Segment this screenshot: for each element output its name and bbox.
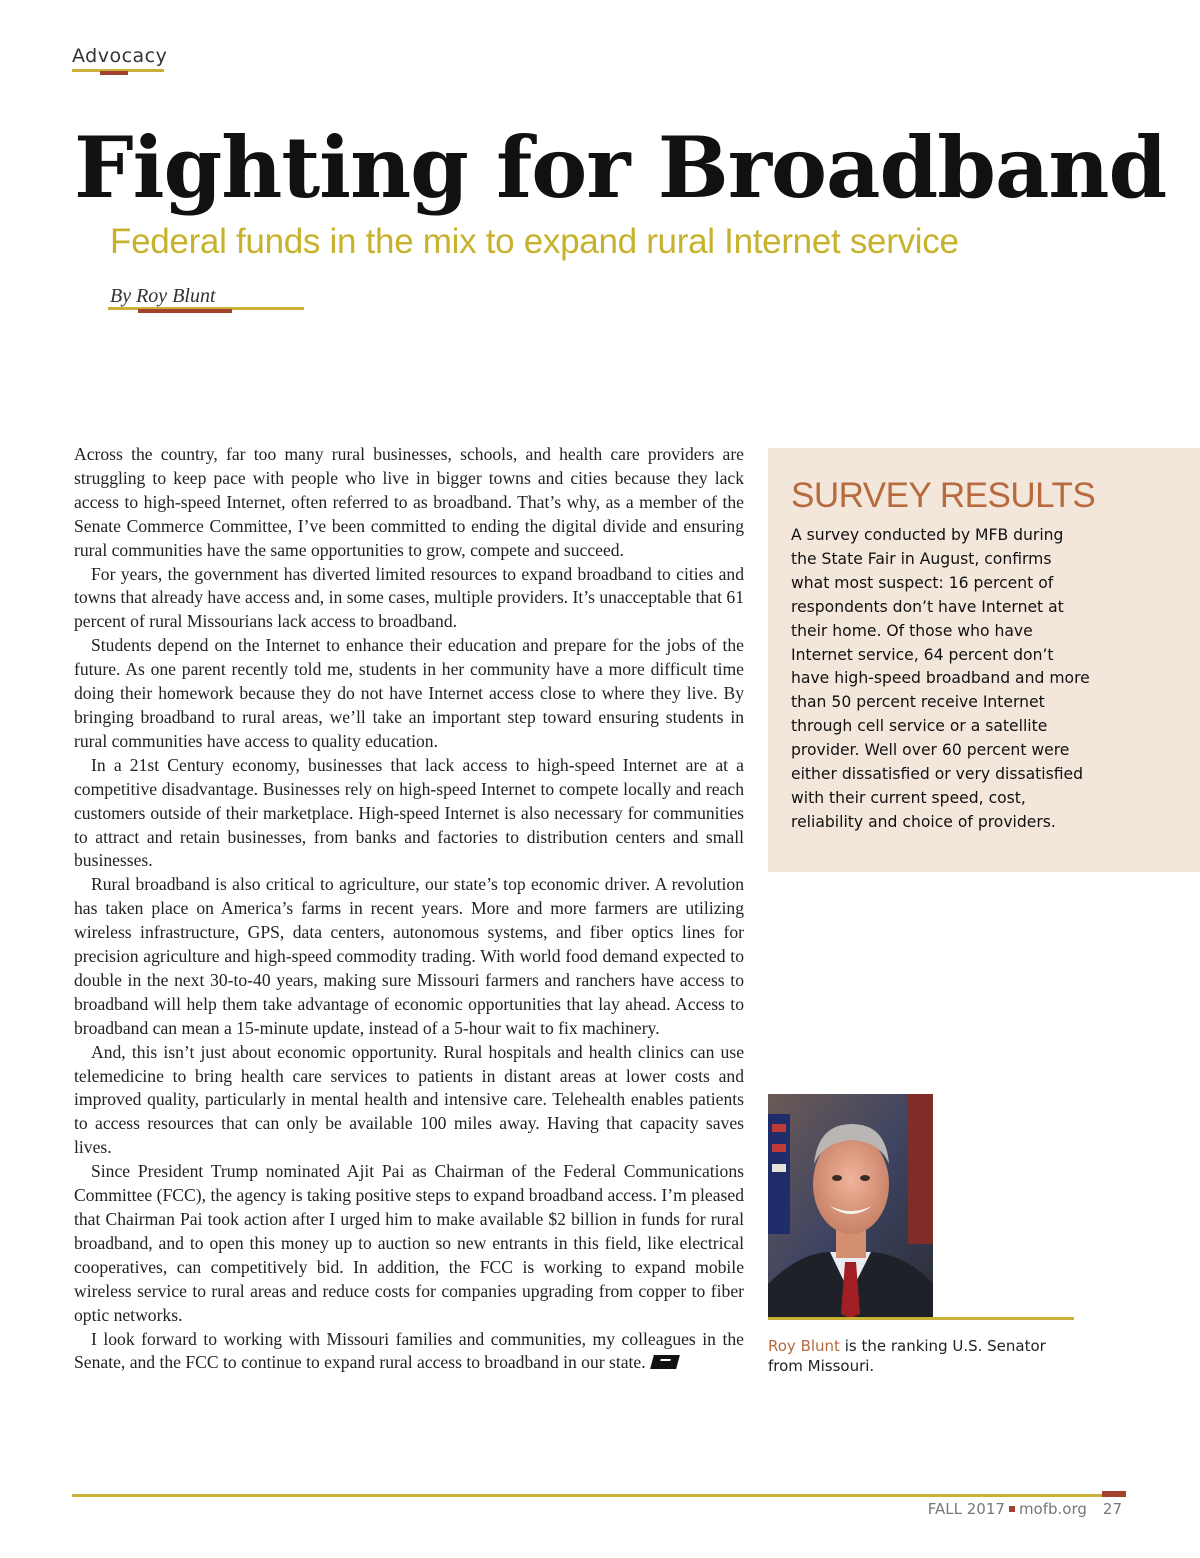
photo-caption xyxy=(768,1336,1068,1376)
footer xyxy=(928,1500,1122,1518)
paragraph-7: Since President Trump nominated Ajit Pai as Chairman of the Federal Communications Committee (FCC), the agency is taking positive steps to expand broadband access. I’m pleased that Chairman Pai took action after I urged him to make available $2 billion in funds for rural broadband, and to open this money up to auction so new entrants in this field, like electrical cooperatives, can competitively bid. In addition, the FCC is working to expand mobile wireless service to rural areas and reduce costs for companies upgrading from copper to fiber optic networks. xyxy=(74,1161,744,1325)
paragraph-3: Students depend on the Internet to enhance their education and prepare for the jobs of the future. As one parent recently told me, students in her community have a more difficult time doing their homework because they do not have Internet access close to where they live. By bringing broadband to rural areas, we’ll take an important step toward ensuring students in rural communities have access to quality education. xyxy=(74,635,744,751)
article-body xyxy=(74,443,744,1375)
section-label: Advocacy xyxy=(72,45,168,67)
paragraph-8 xyxy=(74,1328,744,1376)
photo-rule xyxy=(768,1317,1074,1320)
footer-issue: FALL 2017 xyxy=(927,1500,1005,1518)
sidebar-text: A survey conducted by MFB during the State Fair in August, confirms what most suspect: 16 percent of respondents don’t have Internet at their home. Of those who have Internet service, 64 percent don’t have high-speed broadband and more than 50 percent receive Internet through cell service or a satellite provider. Well over 60 percent were either dissatisfied or very dissatisfied with their current speed, cost, reliability and choice of providers. xyxy=(791,526,1090,831)
article-title: Fighting for Broadband xyxy=(74,118,1167,217)
author-portrait-image xyxy=(768,1094,933,1318)
sidebar-title: SURVEY RESULTS xyxy=(791,476,1096,515)
paragraph-4: In a 21st Century economy, businesses that lack access to high-speed Internet are at a competitive disadvantage. Businesses rely on high-speed Internet to compete locally and reach customers outside of their marketplace. High-speed Internet is also necessary for communities to attract and retain businesses, from banks and factories to distribution centers and small businesses. xyxy=(74,754,744,871)
paragraph-8-text: I look forward to working with Missouri families and communities, my colleagues in the Senate, and the FCC to continue to expand rural access to broadband in our state. xyxy=(74,1328,744,1373)
page-number: 27 xyxy=(1102,1500,1122,1518)
paragraph-5: Rural broadband is also critical to agriculture, our state’s top economic driver. A revolution has taken place on America’s farms in recent years. More and more farmers are utilizing wireless infrastructure, GPS, data centers, autonomous systems, and fiber optics lines for precision agriculture and high-speed commodity trading. With world food demand expected to double in the next 30-to-40 years, making sure Missouri farmers and ranchers have access to broadband will help them take advantage of economic opportunities that lay ahead. Access to broadband can mean a 15-minute update, instead of a 5-hour wait to fix machinery. xyxy=(74,874,744,1038)
caption-text: is the ranking U.S. Senator from Missouri. xyxy=(768,1337,1046,1375)
author-photo xyxy=(768,1094,933,1318)
paragraph-2: For years, the government has diverted limited resources to expand broadband to cities and towns that already have access and, in some cases, multiple providers. It’s unacceptable that 61 percent of rural Missourians lack access to broadband. xyxy=(74,563,744,632)
caption-name: Roy Blunt xyxy=(768,1337,840,1355)
article-subtitle: Federal funds in the mix to expand rural Internet service xyxy=(110,222,959,261)
footer-separator-icon xyxy=(1009,1506,1015,1512)
farm-bureau-end-icon xyxy=(650,1355,680,1369)
footer-rule xyxy=(72,1494,1126,1497)
byline: By Roy Blunt xyxy=(110,285,216,307)
section-rule-accent xyxy=(100,71,128,75)
footer-accent xyxy=(1102,1491,1126,1497)
footer-site: mofb.org xyxy=(1018,1500,1087,1518)
byline-rule-accent xyxy=(138,309,232,313)
paragraph-6: And, this isn’t just about economic opportunity. Rural hospitals and health clinics can use telemedicine to bring health care services to patients in distant areas at lower costs and improved quality, particularly in mental health and intensive care. Telehealth enables patients to access resources that can only be available 100 miles away. Having that capacity saves lives. xyxy=(74,1041,744,1158)
paragraph-1: Across the country, far too many rural businesses, schools, and health care providers are struggling to keep pace with people who live in bigger towns and cities because they lack access to high-speed Internet, often referred to as broadband. That’s why, as a member of the Senate Commerce Committee, I’ve been committed to ending the digital divide and ensuring rural communities have the same opportunities to grow, compete and succeed. xyxy=(74,444,744,560)
